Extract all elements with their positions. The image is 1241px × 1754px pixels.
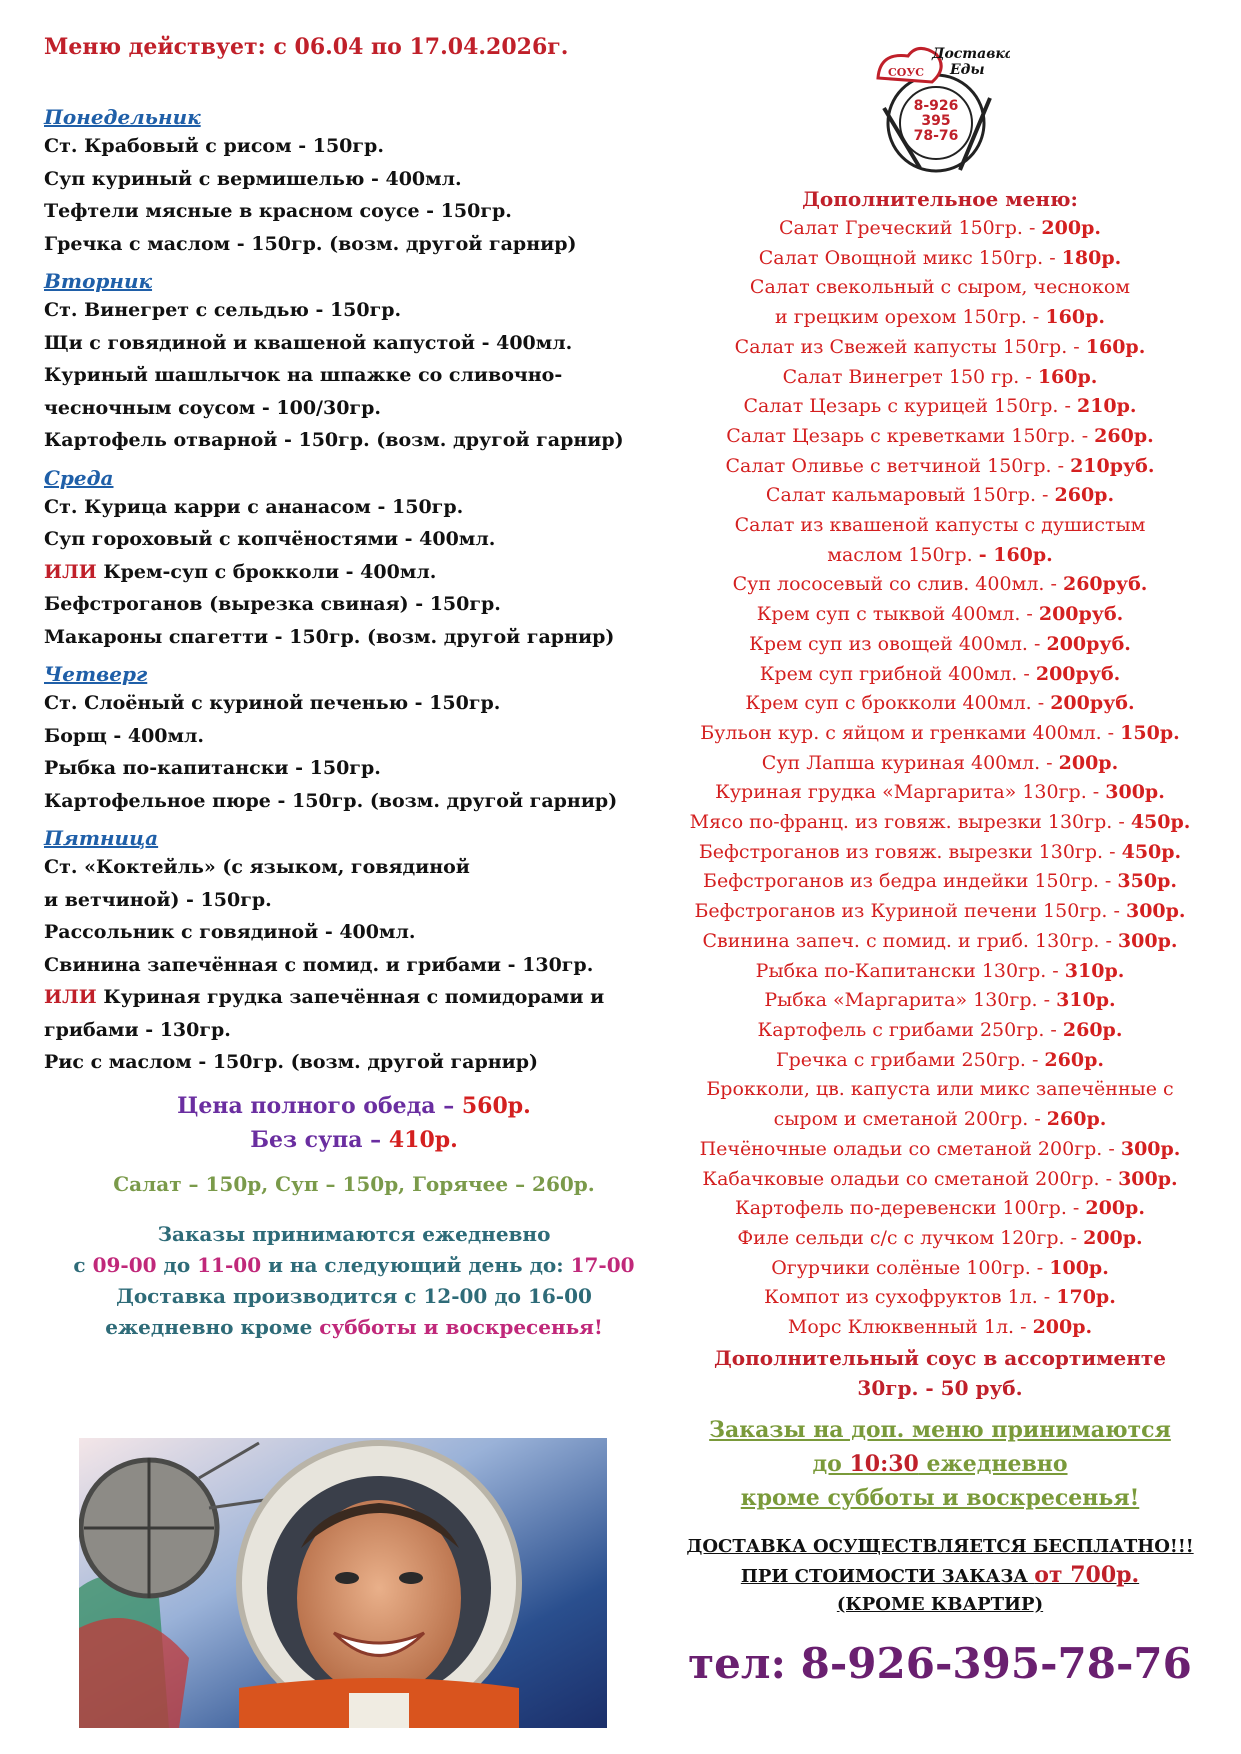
addon-item: Рыбка по-Капитански 130гр. - 310р.: [755, 959, 1125, 982]
addon-item: Картофель с грибами 250гр. - 260р.: [757, 1018, 1123, 1041]
day-section: [44, 104, 664, 260]
addon-item: Бефстроганов из Куриной печени 150гр. - 300р.: [694, 900, 1186, 923]
addon-item: Морс Клюквенный 1л. - 200р.: [787, 1316, 1093, 1339]
addon-item: Куриная грудка «Маргарита» 130гр. - 300р.: [715, 781, 1165, 804]
dish-line: Ст. Крабовый с рисом - 150гр.: [44, 135, 384, 157]
dish-line: Куриный шашлычок на шпажке со сливочно-: [44, 364, 563, 386]
day-section: [44, 661, 664, 817]
addon-item: Салат Винегрет 150 гр. - 160р.: [782, 365, 1098, 388]
addon-item: Салат кальмаровый 150гр. - 260р.: [765, 484, 1115, 507]
dish-line: и ветчиной) - 150гр.: [44, 888, 272, 911]
contact-phone[interactable]: тел: 8-926-395-78-76: [688, 1638, 1192, 1688]
logo-phone3: 78-76: [913, 128, 959, 144]
addon-item: Бефстроганов из бедра индейки 150гр. - 350р.: [703, 870, 1177, 893]
logo-title2: Еды: [950, 62, 985, 78]
addon-item: Бульон кур. с яйцом и гренками 400мл. - 150р.: [700, 721, 1180, 744]
dish-line: чесночным соусом - 100/30гр.: [44, 396, 381, 419]
addon-item: Салат Цезарь с креветками 150гр. - 260р.: [726, 424, 1154, 447]
addon-item: Огурчики солёные 100гр. - 100р.: [771, 1256, 1109, 1279]
addon-item: Гречка с грибами 250гр. - 260р.: [776, 1048, 1104, 1071]
addon-item: Свинина запеч. с помид. и гриб. 130гр. - 300р.: [702, 929, 1178, 952]
logo-phone1: 8-926: [913, 98, 959, 114]
addon-item: и грецким орехом 150гр. - 160р.: [775, 306, 1105, 329]
dish-line: Картофель отварной - 150гр. (возм. другой гарнир): [44, 429, 624, 451]
dish-line: Суп куриный с вермишелью - 400мл.: [44, 167, 462, 190]
addon-item: Крем суп с брокколи 400мл. - 200руб.: [745, 692, 1135, 715]
additional-menu: [660, 38, 1220, 1688]
addon-item: Салат из квашеной капусты с душистым: [734, 514, 1146, 537]
addon-item: Рыбка «Маргарита» 130гр. - 310р.: [764, 989, 1116, 1012]
addon-item: Компот из сухофруктов 1л. - 170р.: [764, 1286, 1116, 1309]
order-info: Заказы принимаются ежедневно с 09-00 до 11-00 и на следующий день до: 17-00 Доставка производится с 12-00 до 16-00 ежедневно кроме субботы и воскресенья!: [73, 1221, 635, 1339]
dish-line: Макароны спагетти - 150гр. (возм. другой гарнир): [44, 625, 615, 648]
cosmonaut-illustration: [79, 1438, 607, 1728]
day-section: [44, 268, 664, 457]
addon-menu-title: Дополнительное меню:: [802, 187, 1078, 211]
logo-phone2: 395: [921, 113, 951, 129]
free-delivery-note: ДОСТАВКА ОСУЩЕСТВЛЯЕТСЯ БЕСПЛАТНО!!! ПРИ СТОИМОСТИ ЗАКАЗА от 700р. (КРОМЕ КВАРТИР): [686, 1535, 1194, 1615]
dish-line: Свинина запечённая с помид. и грибами - 130гр.: [44, 953, 594, 976]
dish-line: Ст. «Коктейль» (с языком, говядиной: [44, 856, 470, 878]
addon-item: Крем суп грибной 400мл. - 200руб.: [759, 662, 1121, 685]
addon-item: Суп Лапша куриная 400мл. - 200р.: [761, 751, 1119, 774]
sauce-note: Дополнительный соус в ассортименте 30гр. - 50 руб.: [714, 1345, 1166, 1400]
dish-line: Рассольник с говядиной - 400мл.: [44, 921, 416, 943]
dish-line: Тефтели мясные в красном соусе - 150гр.: [44, 200, 512, 222]
addon-item: Печёночные оладьи со сметаной 200гр. - 300р.: [699, 1137, 1181, 1160]
dish-line: Борщ - 400мл.: [44, 724, 205, 747]
days-list: [44, 104, 664, 1079]
addon-item: маслом 150гр. - 160р.: [827, 543, 1053, 566]
addon-item: Салат Цезарь с курицей 150гр. - 210р.: [743, 395, 1137, 418]
dish-line: Ст. Слоёный с куриной печенью - 150гр.: [44, 692, 501, 714]
addon-item: Картофель по-деревенски 100гр. - 200р.: [735, 1197, 1145, 1220]
dish-line: ИЛИ Крем-суп с брокколи - 400мл.: [44, 560, 437, 583]
addon-item: Бефстроганов из говяж. вырезки 130гр. - 450р.: [698, 840, 1182, 863]
logo-brand: СОУС: [888, 66, 925, 79]
addon-item: Салат свекольный с сыром, чесноком: [749, 276, 1131, 299]
addon-item: Крем суп с тыквой 400мл. - 200руб.: [756, 603, 1124, 626]
dish-line: Бефстроганов (вырезка свиная) - 150гр.: [44, 593, 501, 615]
delivery-logo: [870, 38, 1010, 178]
addon-item: Суп лососевый со слив. 400мл. - 260руб.: [732, 573, 1148, 596]
day-name: Четверг: [44, 662, 148, 686]
menu-validity: Меню действует: с 06.04 по 17.04.2026г.: [44, 34, 569, 60]
addon-item: Кабачковые оладьи со сметаной 200гр. - 300р.: [702, 1167, 1178, 1190]
dish-line: Картофельное пюре - 150гр. (возм. другой гарнир): [44, 789, 618, 812]
full-lunch-price: Цена полного обеда – 560р. Без супа – 410р.: [177, 1092, 531, 1153]
logo-title1: Доставка: [932, 46, 1010, 62]
day-name: Понедельник: [44, 105, 201, 129]
addon-item: Салат из Свежей капусты 150гр. - 160р.: [734, 335, 1146, 358]
day-section: [44, 465, 664, 654]
component-prices: Салат – 150р, Суп – 150р, Горячее – 260р.: [113, 1171, 595, 1196]
addon-item: Салат Греческий 150гр. - 200р.: [779, 217, 1101, 239]
dish-line: Рыбка по-капитански - 150гр.: [44, 757, 381, 779]
addon-order-info: Заказы на доп. меню принимаются до 10:30 ежедневно кроме субботы и воскресенья!: [709, 1416, 1171, 1511]
addon-item: Крем суп из овощей 400мл. - 200руб.: [749, 632, 1131, 655]
addon-item: Салат Оливье с ветчиной 150гр. - 210руб.: [725, 454, 1155, 477]
day-name: Среда: [44, 465, 114, 490]
dish-line: грибами - 130гр.: [44, 1018, 231, 1041]
weekly-menu: [44, 30, 664, 1343]
dish-line: ИЛИ Куриная грудка запечённая с помидорами и: [44, 986, 605, 1008]
dish-line: Щи с говядиной и квашеной капустой - 400мл.: [44, 331, 573, 354]
dish-line: Рис с маслом - 150гр. (возм. другой гарнир): [44, 1051, 539, 1073]
day-name: Вторник: [44, 269, 153, 293]
addon-item: Мясо по-франц. из говяж. вырезки 130гр. - 450р.: [689, 811, 1191, 834]
dish-line: Ст. Курица карри с ананасом - 150гр.: [44, 495, 464, 518]
addon-item: сыром и сметаной 200гр. - 260р.: [773, 1108, 1107, 1131]
addon-item: Филе сельди с/с с лучком 120гр. - 200р.: [737, 1226, 1143, 1249]
addon-menu-list: [660, 214, 1220, 1343]
day-name: Пятница: [44, 826, 159, 850]
addon-item: Салат Овощной микс 150гр. - 180р.: [758, 246, 1122, 269]
dish-line: Ст. Винегрет с сельдью - 150гр.: [44, 299, 402, 321]
day-section: [44, 825, 664, 1079]
addon-item: Брокколи, цв. капуста или микс запечённые с: [706, 1078, 1174, 1101]
dish-line: Гречка с маслом - 150гр. (возм. другой гарнир): [44, 232, 577, 255]
dish-line: Суп гороховый с копчёностями - 400мл.: [44, 528, 496, 550]
